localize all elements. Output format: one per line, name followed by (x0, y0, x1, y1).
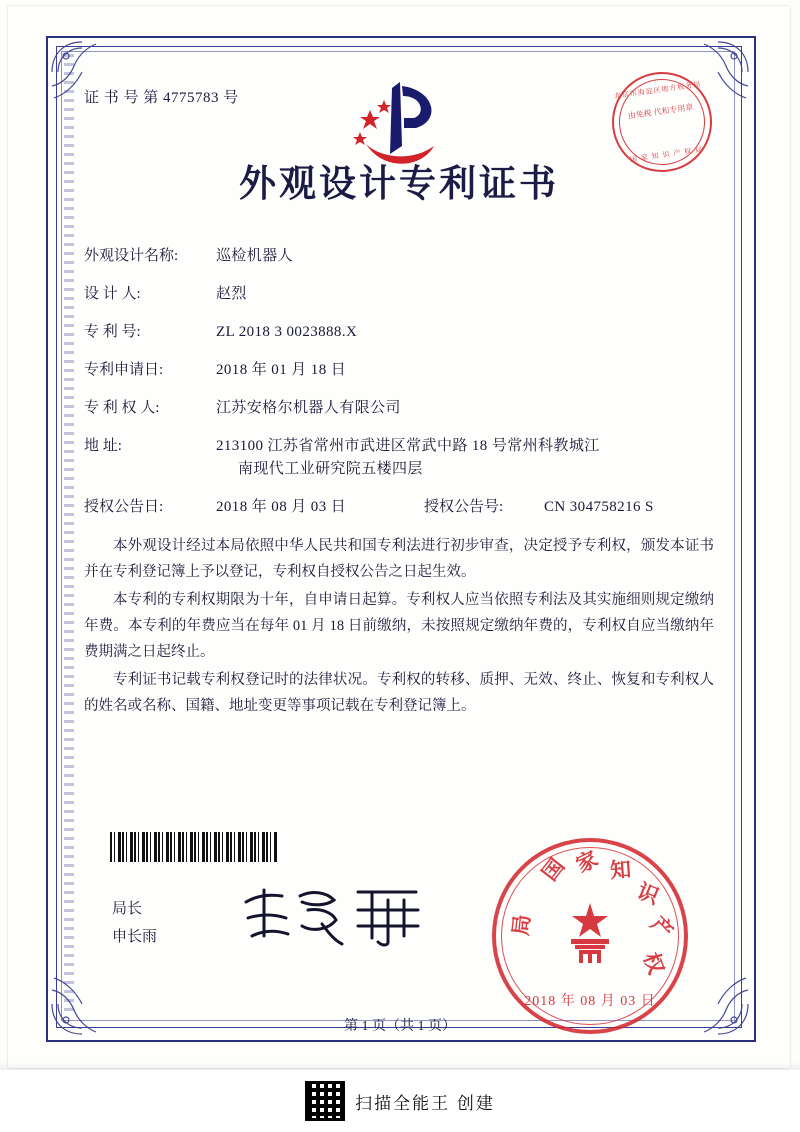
signature-role: 局长 (112, 901, 143, 917)
field-value: ZL 2018 3 0023888.X (216, 324, 358, 340)
certificate-content (84, 66, 714, 721)
field-patentee (84, 401, 714, 416)
page-title: 外观设计专利证书 (239, 161, 559, 205)
field-value: 赵烈 (216, 286, 247, 302)
field-label: 授权公告号: (424, 499, 504, 515)
address-line-1: 213100 江苏省常州市武进区常武中路 18 号常州科教城江 (216, 438, 600, 454)
seal-char: 产 (645, 911, 679, 944)
address-line-2: 南现代工业研究院五楼四层 (238, 461, 423, 477)
field-label: 专 利 权 人: (84, 400, 160, 416)
field-application-date (84, 363, 714, 378)
seal-char: 知 (609, 856, 632, 883)
field-value (216, 439, 714, 477)
field-designer (84, 287, 714, 302)
signature-block (112, 895, 157, 951)
paragraph-3: 专利证书记载专利权登记时的法律状况。专利权的转移、质押、无效、终止、恢复和专利权人的姓名或名称、国籍、地址变更等事项记载在专利登记簿上。 (84, 672, 714, 714)
certificate-number: 证 书 号 第 4775783 号 (84, 90, 239, 106)
field-announcement-number (424, 500, 654, 515)
scan-footer (0, 1070, 800, 1132)
seal-char: 局 (507, 913, 535, 937)
seal-char: 识 (633, 877, 663, 909)
signature-name: 申长雨 (112, 929, 158, 945)
seal-char: 国 (536, 853, 570, 886)
field-label: 专 利 号: (84, 324, 141, 340)
field-label: 地 址: (84, 438, 122, 454)
national-emblem-icon (553, 899, 627, 973)
seal-middle-text: 由免税 代和专用章 (627, 102, 694, 121)
barcode (110, 832, 278, 862)
handwritten-signature (238, 880, 438, 950)
field-value: CN 304758216 S (544, 499, 654, 515)
paragraph-1: 本外观设计经过本局依照中华人民共和国专利法进行初步审查，决定授予专利权，颁发本证书并在专利登记簿上予以登记，专利权自授权公告之日起生效。 (84, 538, 714, 580)
seal-char: 家 (571, 845, 602, 878)
qr-code-icon (305, 1081, 345, 1121)
field-label: 专利申请日: (84, 362, 164, 378)
decorative-side-band (64, 54, 74, 1016)
legal-paragraphs (84, 533, 714, 719)
seal-date: 2018 年 08 月 03 日 (524, 994, 656, 1009)
page-footer-number: 第 1 页（共 1 页） (344, 1019, 456, 1034)
paragraph-2: 本专利的专利权期限为十年，自申请日起算。专利权人应当依照专利法及其实施细则规定缴纳年费。本专利的年费应当在每年 01 月 18 日前缴纳，未按照规定缴纳年费的，专利权自应当缴纳年费期满之日起终止。 (84, 592, 714, 660)
field-label: 设 计 人: (84, 286, 141, 302)
scan-footer-text: 扫描全能王 创建 (355, 1093, 495, 1113)
field-address (84, 439, 714, 477)
field-label: 授权公告日: (84, 499, 164, 515)
field-label: 外观设计名称: (84, 248, 179, 264)
seal-arc-bottom: 国 家 知 识 产 权 局 (629, 146, 704, 164)
national-seal (492, 838, 688, 1034)
field-announcement-row (84, 500, 714, 515)
field-list (84, 249, 714, 515)
seal-arc-top: 北京市海淀区地方税务局 (613, 81, 702, 101)
page-shadow (0, 1062, 800, 1070)
field-announcement-date (84, 500, 424, 515)
field-value: 江苏安格尔机器人有限公司 (216, 400, 401, 416)
field-value: 巡检机器人 (216, 248, 294, 264)
field-design-name (84, 249, 714, 264)
field-patent-number (84, 325, 714, 340)
seal-char: 权 (638, 949, 670, 978)
field-value: 2018 年 01 月 18 日 (216, 362, 347, 378)
field-value: 2018 年 08 月 03 日 (216, 499, 347, 515)
